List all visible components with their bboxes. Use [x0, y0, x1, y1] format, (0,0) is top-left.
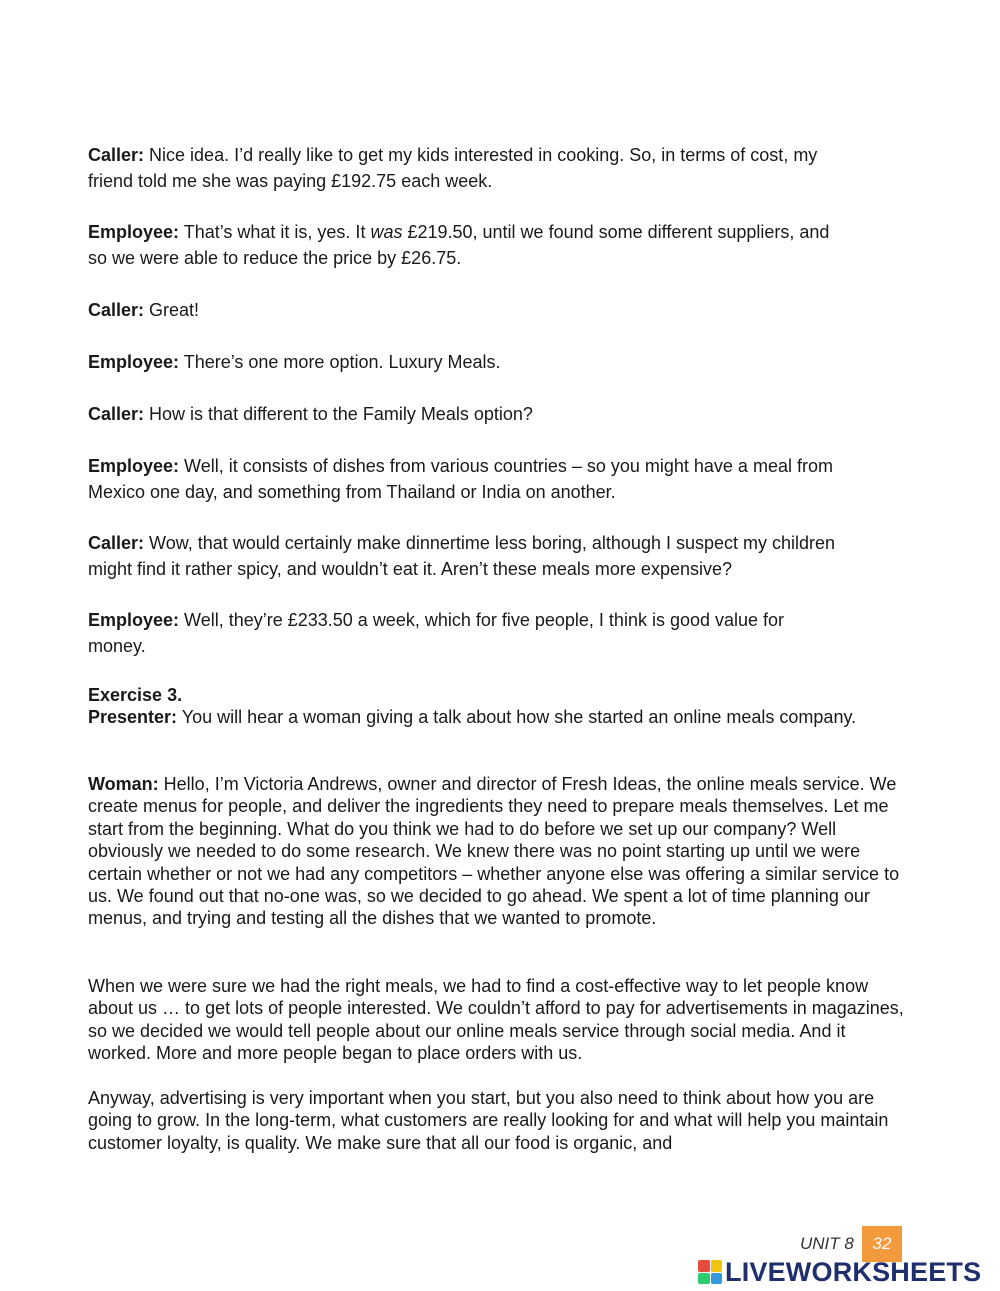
speaker-label: Employee:: [88, 222, 180, 242]
speaker-label: Woman:: [88, 774, 159, 794]
woman-paragraph-1: [88, 773, 910, 930]
speaker-label: Employee:: [88, 456, 180, 476]
speaker-label: Presenter:: [88, 707, 178, 728]
dialogue-turn: [88, 349, 908, 375]
woman-paragraph-3: [88, 1087, 910, 1154]
paragraph-text: Hello, I’m Victoria Andrews, owner and director of Fresh Ideas, the online meals service. We create menus for people, and deliver the ingredients they need to prepare meals themselves. Let me start from the beginning. What do you think we had to do before we set up our company? Well obviously we needed to do some research. We knew there was no point starting up until we were certain whether or not we had any competitors – whether anyone else was offering a similar service to us. We found out that no-one was, so we decided to go ahead. We spent a lot of time planning our menus, and trying and testing all the dishes that we wanted to promote.: [88, 774, 900, 929]
unit-label: UNIT 8: [800, 1234, 854, 1253]
dialogue-turn: [88, 219, 908, 271]
dialogue-text: £219.50, until we found some different suppliers, and: [402, 222, 830, 242]
dialogue-text: Well, they’re £233.50 a week, which for five people, I think is good value for: [179, 610, 785, 630]
liveworksheets-brand[interactable]: [698, 1257, 981, 1287]
dialogue-turn: [88, 297, 908, 323]
woman-paragraph-2: [88, 975, 910, 1065]
logo-square: [698, 1273, 710, 1285]
paragraph-text: Anyway, advertising is very important when you start, but you also need to think about how you are going to grow. In the long-term, what customers are really looking for and what will help you maintain customer loyalty, is quality. We make sure that all our food is organic, and: [88, 1088, 889, 1153]
dialogue-text: How is that different to the Family Meals option?: [144, 404, 533, 424]
speaker-label: Caller:: [88, 404, 145, 424]
emphasis-text: was: [370, 222, 403, 242]
dialogue-text: There’s one more option. Luxury Meals.: [179, 352, 501, 372]
exercise-block: [88, 684, 910, 729]
dialogue-text: Wow, that would certainly make dinnertime less boring, although I suspect my children: [144, 533, 836, 553]
speaker-label: Employee:: [88, 352, 180, 372]
dialogue-text: so we were able to reduce the price by £26.75.: [88, 248, 462, 268]
dialogue-text: That’s what it is, yes. It: [179, 222, 371, 242]
dialogue-turn: [88, 453, 908, 505]
dialogue-text: Nice idea. I’d really like to get my kids interested in cooking. So, in terms of cost, my: [144, 145, 818, 165]
speaker-label: Caller:: [88, 145, 145, 165]
dialogue-turn: [88, 142, 908, 194]
dialogue-text: Well, it consists of dishes from various countries – so you might have a meal from: [179, 456, 833, 476]
logo-square: [698, 1260, 710, 1272]
dialogue-turn: [88, 401, 908, 427]
presenter-text: You will hear a woman giving a talk about how she started an online meals company.: [177, 707, 857, 728]
speaker-label: Caller:: [88, 300, 145, 320]
liveworksheets-logo-icon: [698, 1260, 722, 1284]
dialogue-turn: [88, 607, 908, 659]
dialogue-text: money.: [88, 636, 146, 656]
logo-square: [711, 1273, 723, 1285]
dialogue-text: Great!: [144, 300, 200, 320]
dialogue-text: friend told me she was paying £192.75 each week.: [88, 171, 493, 191]
brand-name: LIVEWORKSHEETS: [725, 1256, 982, 1287]
dialogue-text: might find it rather spicy, and wouldn’t eat it. Aren’t these meals more expensive?: [88, 559, 732, 579]
page-number-badge: 32: [862, 1226, 902, 1262]
dialogue-turn: [88, 530, 908, 582]
speaker-label: Employee:: [88, 610, 180, 630]
dialogue-text: Mexico one day, and something from Thailand or India on another.: [88, 482, 616, 502]
exercise-title: Exercise 3.: [88, 685, 183, 705]
speaker-label: Caller:: [88, 533, 145, 553]
logo-square: [711, 1260, 723, 1272]
paragraph-text: When we were sure we had the right meals, we had to find a cost-effective way to let people know about us … to get lots of people interested. We couldn’t afford to pay for advertisements in magazines, so we decided we would tell people about our online meals service through social media. And it worked. More and more people began to place orders with us.: [88, 976, 904, 1064]
